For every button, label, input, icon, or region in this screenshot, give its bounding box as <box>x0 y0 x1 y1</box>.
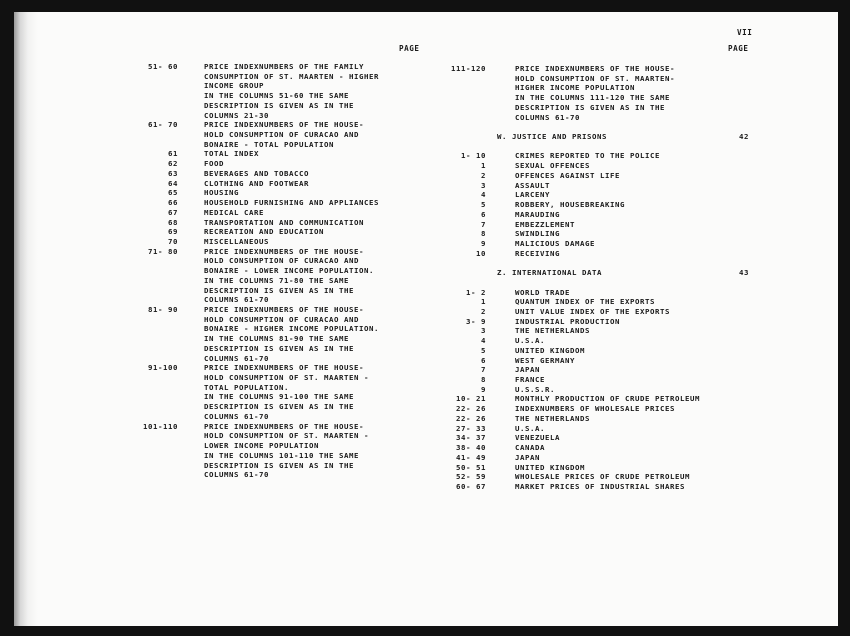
entry-description: RECEIVING <box>515 248 560 258</box>
entry-column-range: 3 <box>481 326 486 336</box>
entry-description: JAPAN <box>515 365 540 375</box>
entry-description: HOLD CONSUMPTION OF ST. MAARTEN- <box>515 73 675 83</box>
entry-column-range: 62 <box>168 159 178 169</box>
entry-description: FOOD <box>204 159 224 169</box>
entry-column-range: 8 <box>481 229 486 239</box>
entry-description: CLOTHING AND FOOTWEAR <box>204 178 309 188</box>
entry-column-range: 22- 26 <box>456 413 486 423</box>
entry-description: WORLD TRADE <box>515 287 570 297</box>
entry-description: RECREATION AND EDUCATION <box>204 227 324 237</box>
entry-description: INDUSTRIAL PRODUCTION <box>515 316 620 326</box>
entry-description: COLUMNS 61-70 <box>515 112 580 122</box>
entry-description: CANADA <box>515 443 545 453</box>
entry-column-range: 9 <box>481 384 486 394</box>
entry-column-range: 66 <box>168 198 178 208</box>
entry-description: INCOME GROUP <box>204 81 264 91</box>
entry-column-range: 64 <box>168 178 178 188</box>
entry-description: HOUSING <box>204 188 239 198</box>
entry-description: MARAUDING <box>515 209 560 219</box>
entry-description: DESCRIPTION IS GIVEN AS IN THE <box>204 402 354 412</box>
entry-description: HOLD CONSUMPTION OF ST. MAARTEN - <box>204 431 369 441</box>
entry-description: IN THE COLUMNS 91-100 THE SAME <box>204 392 354 402</box>
entry-description: FRANCE <box>515 375 545 385</box>
entry-description: LARCENY <box>515 190 550 200</box>
entry-column-range: 2 <box>481 307 486 316</box>
entry-column-range: 91-100 <box>148 363 178 373</box>
entry-column-range: 34- 37 <box>456 433 486 443</box>
entry-description: HOLD CONSUMPTION OF CURACAO AND <box>204 256 359 266</box>
entry-column-range: 70 <box>168 236 178 246</box>
entry-column-range: 41- 49 <box>456 452 486 462</box>
entry-column-range: 22- 26 <box>456 404 486 414</box>
entry-description: MALICIOUS DAMAGE <box>515 238 595 248</box>
entry-column-range: 71- 80 <box>148 246 178 256</box>
entry-description: U.S.A. <box>515 336 545 346</box>
entry-description: TRANSPORTATION AND COMMUNICATION <box>204 217 364 227</box>
entry-description: HOLD CONSUMPTION OF CURACAO AND <box>204 314 359 324</box>
entry-column-range: 9 <box>481 238 486 248</box>
entry-column-range: 69 <box>168 227 178 237</box>
entry-description: PRICE INDEXNUMBERS OF THE HOUSE- <box>204 305 364 314</box>
entry-description: MARKET PRICES OF INDUSTRIAL SHARES <box>515 481 685 491</box>
entry-column-range: 10- 21 <box>456 394 486 404</box>
entry-description: IN THE COLUMNS 111-120 THE SAME <box>515 93 670 103</box>
entry-description: UNITED KINGDOM <box>515 462 585 472</box>
entry-column-range: 7 <box>481 365 486 375</box>
entry-description: SEXUAL OFFENCES <box>515 161 590 171</box>
entry-description: DESCRIPTION IS GIVEN AS IN THE <box>204 460 354 470</box>
entry-description: PRICE INDEXNUMBERS OF THE HOUSE- <box>204 363 364 373</box>
page-column-label-left: PAGE <box>399 44 420 53</box>
entry-description: MISCELLANEOUS <box>204 236 269 246</box>
entry-description: THE NETHERLANDS <box>515 413 590 423</box>
entry-column-range: 7 <box>481 219 486 229</box>
entry-description: JAPAN <box>515 452 540 462</box>
entry-description: ROBBERY, HOUSEBREAKING <box>515 200 625 210</box>
entry-description: LOWER INCOME POPULATION <box>204 441 319 451</box>
entry-description: DESCRIPTION IS GIVEN AS IN THE <box>204 343 354 353</box>
entry-description: THE NETHERLANDS <box>515 326 590 336</box>
entry-description: TOTAL POPULATION. <box>204 382 289 392</box>
section-heading: W. JUSTICE AND PRISONS <box>497 132 607 142</box>
entry-description: MONTHLY PRODUCTION OF CRUDE PETROLEUM <box>515 394 700 404</box>
entry-column-range: 52- 59 <box>456 472 486 482</box>
entry-column-range: 1 <box>481 297 486 307</box>
entry-column-range: 1- 10 <box>461 151 486 161</box>
entry-column-range: 38- 40 <box>456 443 486 453</box>
entry-description: DESCRIPTION IS GIVEN AS IN THE <box>204 100 354 110</box>
entry-description: UNITED KINGDOM <box>515 345 585 355</box>
entry-column-range: 5 <box>481 200 486 210</box>
entry-description: HIGHER INCOME POPULATION <box>515 83 635 93</box>
entry-description: U.S.A. <box>515 423 545 433</box>
entry-description: SWINDLING <box>515 229 560 239</box>
section-page-number: 42 <box>739 132 749 142</box>
entry-column-range: 65 <box>168 188 178 198</box>
entry-description: PRICE INDEXNUMBERS OF THE HOUSE- <box>515 64 675 73</box>
entry-column-range: 27- 33 <box>456 423 486 433</box>
entry-column-range: 4 <box>481 336 486 346</box>
section-page-number: 43 <box>739 268 749 278</box>
entry-description: DESCRIPTION IS GIVEN AS IN THE <box>204 285 354 295</box>
entry-description: WHOLESALE PRICES OF CRUDE PETROLEUM <box>515 472 690 482</box>
entry-description: QUANTUM INDEX OF THE EXPORTS <box>515 297 655 307</box>
entry-column-range: 101-110 <box>143 421 178 431</box>
entry-column-range: 2 <box>481 170 486 180</box>
entry-description: OFFENCES AGAINST LIFE <box>515 170 620 180</box>
entry-column-range: 8 <box>481 375 486 385</box>
entry-description: MEDICAL CARE <box>204 207 264 217</box>
entry-description: IN THE COLUMNS 81-90 THE SAME <box>204 334 349 344</box>
entry-description: WEST GERMANY <box>515 355 575 365</box>
entry-description: TOTAL INDEX <box>204 149 259 159</box>
entry-description: VENEZUELA <box>515 433 560 443</box>
entry-description: COLUMNS 61-70 <box>204 295 269 305</box>
entry-description: BONAIRE - TOTAL POPULATION <box>204 139 334 149</box>
entry-description: COLUMNS 61-70 <box>204 470 269 480</box>
entry-description: BONAIRE - LOWER INCOME POPULATION. <box>204 266 374 276</box>
entry-column-range: 51- 60 <box>148 62 178 71</box>
entry-description: COLUMNS 61-70 <box>204 411 269 421</box>
entry-description: IN THE COLUMNS 101-110 THE SAME <box>204 450 359 460</box>
entry-description: COLUMNS 61-70 <box>204 353 269 363</box>
entry-description: IN THE COLUMNS 51-60 THE SAME <box>204 91 349 101</box>
entry-description: UNIT VALUE INDEX OF THE EXPORTS <box>515 307 670 316</box>
entry-column-range: 111-120 <box>451 64 486 73</box>
entry-column-range: 1- 2 <box>466 287 486 297</box>
entry-column-range: 60- 67 <box>456 481 486 491</box>
entry-description: HOLD CONSUMPTION OF ST. MAARTEN - <box>204 373 369 383</box>
entry-description: EMBEZZLEMENT <box>515 219 575 229</box>
roman-page-number: VII <box>737 28 753 37</box>
entry-column-range: 3- 9 <box>466 316 486 326</box>
page-column-label-right: PAGE <box>728 44 749 53</box>
entry-column-range: 3 <box>481 180 486 190</box>
section-heading: Z. INTERNATIONAL DATA <box>497 268 602 278</box>
entry-description: CRIMES REPORTED TO THE POLICE <box>515 151 660 161</box>
entry-description: BEVERAGES AND TOBACCO <box>204 168 309 178</box>
entry-description: DESCRIPTION IS GIVEN AS IN THE <box>515 102 665 112</box>
entry-column-range: 4 <box>481 190 486 200</box>
entry-description: PRICE INDEXNUMBERS OF THE HOUSE- <box>204 246 364 256</box>
entry-description: CONSUMPTION OF ST. MAARTEN - HIGHER <box>204 71 379 81</box>
entry-column-range: 5 <box>481 345 486 355</box>
entry-column-range: 61 <box>168 149 178 159</box>
entry-description: IN THE COLUMNS 71-80 THE SAME <box>204 275 349 285</box>
entry-description: INDEXNUMBERS OF WHOLESALE PRICES <box>515 404 675 414</box>
entry-description: HOUSEHOLD FURNISHING AND APPLIANCES <box>204 198 379 208</box>
entry-description: PRICE INDEXNUMBERS OF THE HOUSE- <box>204 421 364 431</box>
entry-description: U.S.S.R. <box>515 384 555 394</box>
entry-description: HOLD CONSUMPTION OF CURACAO AND <box>204 130 359 140</box>
entry-column-range: 1 <box>481 161 486 171</box>
entry-column-range: 6 <box>481 355 486 365</box>
entry-column-range: 81- 90 <box>148 305 178 314</box>
entry-description: PRICE INDEXNUMBERS OF THE HOUSE- <box>204 120 364 130</box>
entry-column-range: 67 <box>168 207 178 217</box>
entry-description: BONAIRE - HIGHER INCOME POPULATION. <box>204 324 379 334</box>
entry-description: PRICE INDEXNUMBERS OF THE FAMILY <box>204 62 364 71</box>
entry-column-range: 10 <box>476 248 486 258</box>
entry-column-range: 6 <box>481 209 486 219</box>
entry-column-range: 63 <box>168 168 178 178</box>
entry-column-range: 61- 70 <box>148 120 178 130</box>
entry-description: ASSAULT <box>515 180 550 190</box>
entry-column-range: 50- 51 <box>456 462 486 472</box>
entry-column-range: 68 <box>168 217 178 227</box>
entry-description: COLUMNS 21-30 <box>204 110 269 120</box>
